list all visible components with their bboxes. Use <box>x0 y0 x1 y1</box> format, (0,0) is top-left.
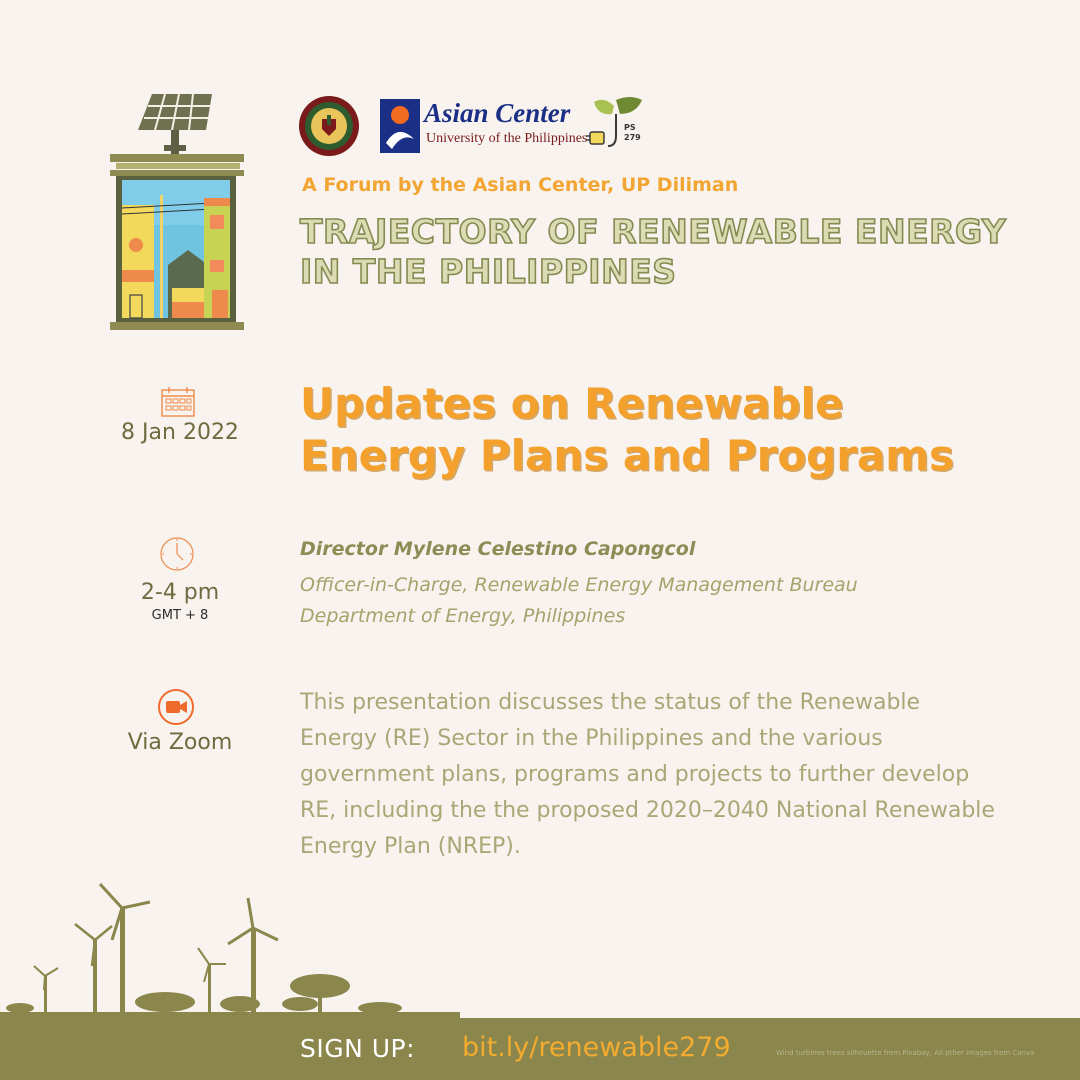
video-camera-icon <box>157 688 195 726</box>
asian-center-emblem-icon <box>378 95 422 155</box>
event-description: This presentation discusses the status of the Renewable Energy (RE) Sector in the Philippines and the various government plans, programs and projects to further develop RE, including the the proposed 2020–2040 National Renewable Energy Plan (NREP). <box>300 690 995 859</box>
event-title-line-1: Updates on Renewable <box>300 379 844 428</box>
speaker-role: Officer-in-Charge, Renewable Energy Management Bureau <box>300 574 858 596</box>
speaker-details <box>300 570 1000 632</box>
forum-byline: A Forum by the Asian Center, UP Diliman <box>302 174 739 196</box>
up-seal-logo <box>298 95 360 157</box>
signup-link[interactable]: bit.ly/renewable279 <box>462 1032 731 1063</box>
speaker-org: Department of Energy, Philippines <box>300 605 626 627</box>
event-date: 8 Jan 2022 <box>121 420 239 445</box>
event-title-line-2: Energy Plans and Programs <box>300 431 955 480</box>
event-timezone: GMT + 8 <box>151 608 209 623</box>
solar-window-illustration <box>100 90 260 335</box>
event-title <box>300 378 1040 482</box>
solar-panel-icon <box>138 94 212 156</box>
event-venue: Via Zoom <box>127 730 233 755</box>
ps279-plug-leaf-logo <box>586 92 648 154</box>
event-time: 2-4 pm <box>140 580 220 605</box>
clock-icon <box>159 536 195 572</box>
series-title-line-1: TRAJECTORY OF RENEWABLE ENERGY <box>300 212 1007 251</box>
speaker-name: Director Mylene Celestino Capongcol <box>300 538 696 560</box>
series-title-line-2: IN THE PHILIPPINES <box>300 252 677 291</box>
image-credit: Wind turbines trees silhouette from Pixabay; All pther images from Canva <box>776 1049 1035 1057</box>
series-title <box>300 212 1030 292</box>
svg-text:PS: PS <box>624 123 636 132</box>
wind-turbines-silhouette <box>0 878 460 1020</box>
asian-center-subtitle: University of the Philippines <box>426 131 588 146</box>
signup-label: SIGN UP: <box>300 1034 416 1063</box>
svg-text:279: 279 <box>624 133 641 142</box>
asian-center-name: Asian Center <box>424 98 571 128</box>
calendar-icon <box>160 386 196 418</box>
